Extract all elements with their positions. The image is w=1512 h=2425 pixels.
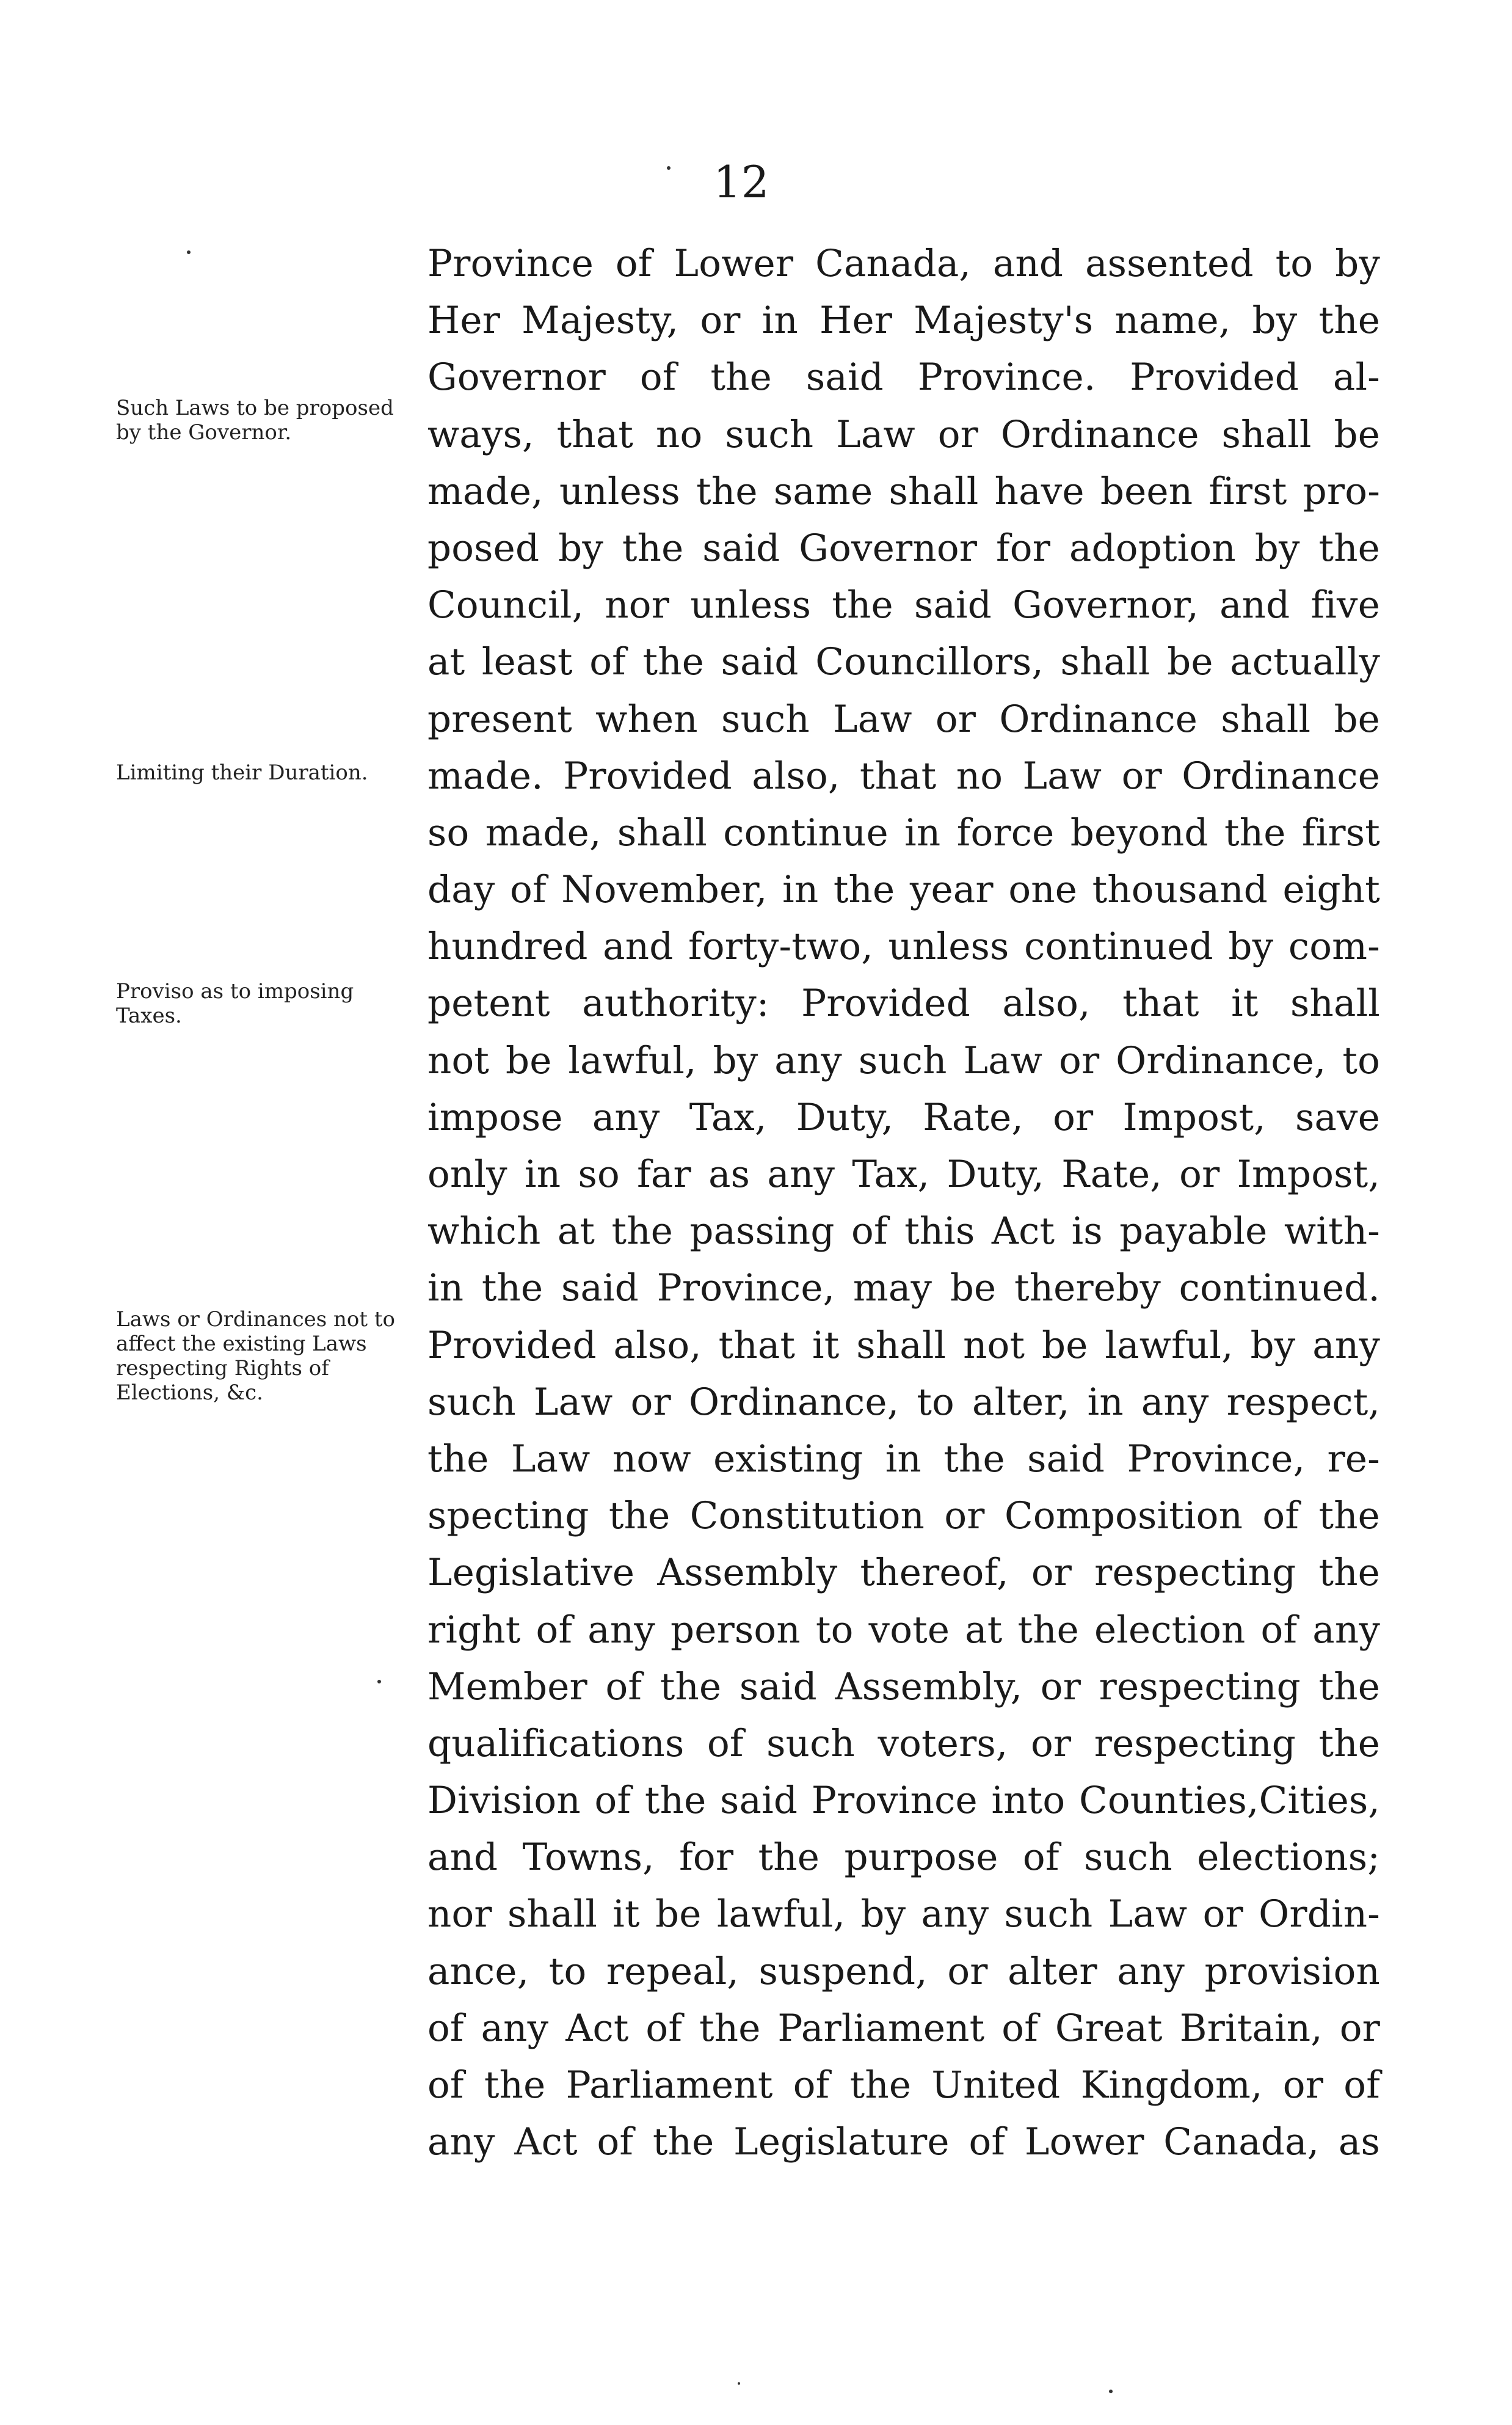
- text-line: any Act of the Legislature of Lower Canada, as: [427, 2120, 1380, 2164]
- text-line: not be lawful, by any such Law or Ordinance, to: [427, 1038, 1380, 1082]
- text-line: qualifications of such voters, or respecting the: [427, 1721, 1380, 1765]
- text-line: so made, shall continue in force beyond the first: [427, 811, 1380, 855]
- print-speck: [187, 250, 191, 254]
- page-number: 12: [713, 156, 769, 208]
- text-line: Her Majesty, or in Her Majesty's name, by the: [427, 299, 1380, 343]
- text-line: made. Provided also, that no Law or Ordinance: [427, 754, 1380, 798]
- text-line: at least of the said Councillors, shall be actually: [427, 640, 1380, 684]
- text-line: the Law now existing in the said Province, re-: [427, 1437, 1380, 1481]
- text-line: ance, to repeal, suspend, or alter any provision: [427, 1949, 1380, 1993]
- text-line: ways, that no such Law or Ordinance shall be: [427, 412, 1380, 456]
- print-speck: [377, 1680, 381, 1683]
- sidenote-proposal: Such Laws to be proposed by the Governor.: [116, 396, 394, 445]
- text-line: hundred and forty-two, unless continued by com-: [427, 925, 1380, 969]
- print-speck: [738, 2382, 740, 2385]
- text-line: present when such Law or Ordinance shall be: [427, 697, 1380, 741]
- print-speck: [667, 166, 671, 170]
- text-line: of the Parliament of the United Kingdom, or of: [427, 2063, 1380, 2107]
- text-line: day of November, in the year one thousand eight: [427, 868, 1380, 912]
- body-text: [427, 235, 1380, 2170]
- text-line: impose any Tax, Duty, Rate, or Impost, save: [427, 1095, 1380, 1139]
- text-line: only in so far as any Tax, Duty, Rate, or Impost,: [427, 1153, 1380, 1196]
- text-line: right of any person to vote at the election of any: [427, 1608, 1380, 1652]
- text-line: such Law or Ordinance, to alter, in any respect,: [427, 1380, 1380, 1424]
- text-line: posed by the said Governor for adoption by the: [427, 526, 1380, 570]
- text-line: specting the Constitution or Composition of the: [427, 1494, 1380, 1538]
- text-line: nor shall it be lawful, by any such Law or Ordin-: [427, 1892, 1380, 1936]
- sidenote-elections: Laws or Ordinances not to affect the existing Laws respecting Rights of Elections, &c.: [116, 1307, 395, 1405]
- text-line: of any Act of the Parliament of Great Britain, or: [427, 2006, 1380, 2050]
- sidenote-taxes: Proviso as to imposing Taxes.: [116, 979, 354, 1028]
- print-speck: [1109, 2390, 1113, 2393]
- text-line: Member of the said Assembly, or respecting the: [427, 1665, 1380, 1708]
- text-line: Division of the said Province into Counties,Cities,: [427, 1779, 1380, 1823]
- text-line: and Towns, for the purpose of such elections;: [427, 1836, 1380, 1880]
- text-line: Provided also, that it shall not be lawful, by any: [427, 1323, 1380, 1367]
- text-line: Council, nor unless the said Governor, and five: [427, 583, 1380, 627]
- text-line: Legislative Assembly thereof, or respecting the: [427, 1551, 1380, 1595]
- text-line: Governor of the said Province. Provided al-: [427, 356, 1380, 399]
- sidenote-duration: Limiting their Duration.: [116, 760, 368, 785]
- text-line: Province of Lower Canada, and assented to by: [427, 242, 1380, 285]
- text-line: made, unless the same shall have been first pro-: [427, 469, 1380, 513]
- text-line: which at the passing of this Act is payable with-: [427, 1209, 1380, 1253]
- text-line: petent authority: Provided also, that it shall: [427, 982, 1380, 1026]
- text-line: in the said Province, may be thereby continued.: [427, 1266, 1380, 1310]
